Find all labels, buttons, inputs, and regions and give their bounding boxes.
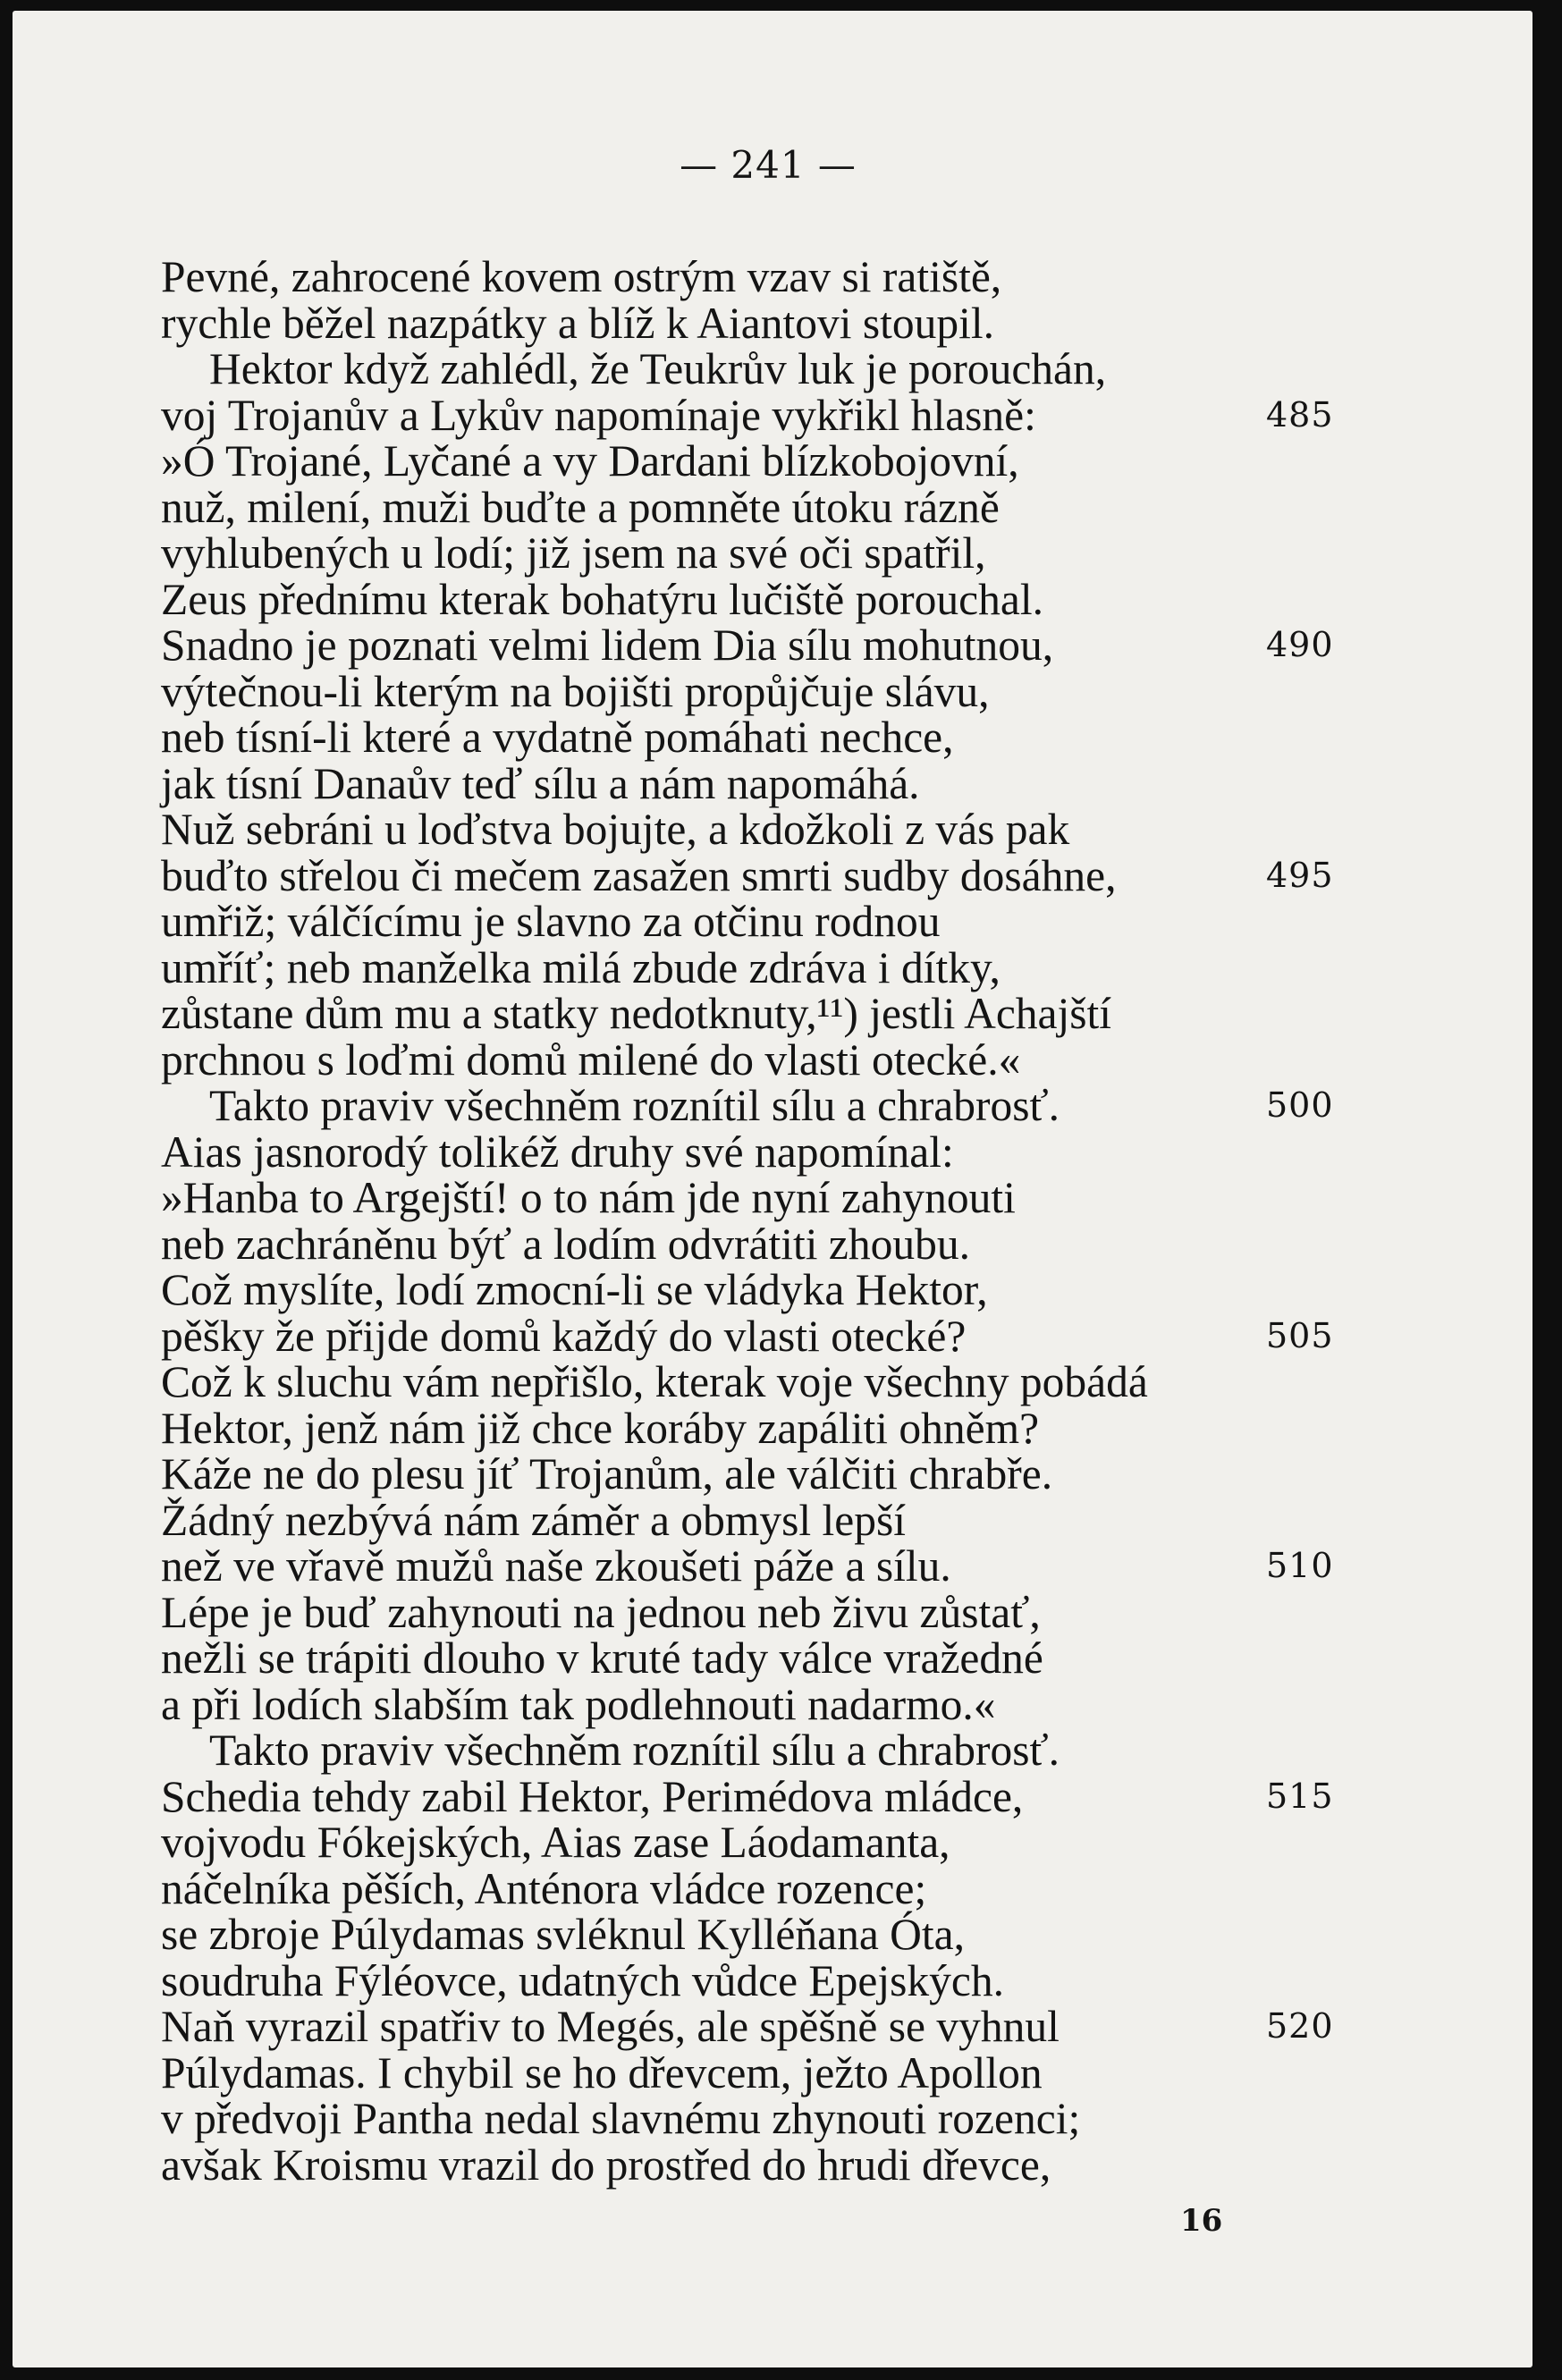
line-number: 490 — [1266, 625, 1334, 664]
line-text: Což k sluchu vám nepřišlo, kterak voje všechny pobádá — [161, 1357, 1148, 1406]
line-text: Aias jasnorodý tolikéž druhy své napomínal: — [161, 1127, 954, 1177]
verse-line — [161, 1451, 1359, 1498]
verse-line — [161, 850, 1359, 900]
line-text: voj Trojanův a Lykův napomínaje vykřikl hlasně: — [161, 390, 1036, 440]
verse-line — [161, 1587, 1359, 1637]
line-text: Schedia tehdy zabil Hektor, Perimédova mládce, — [161, 1771, 1024, 1821]
line-text: neb tísní-li které a vydatně pomáhati nechce, — [161, 713, 954, 762]
line-text: Lépe je buď zahynouti na jednou neb živu zůstať, — [161, 1587, 1041, 1637]
verse-line — [161, 254, 1359, 300]
line-text: se zbroje Púlydamas svléknul Kylléňana Óta, — [161, 1910, 966, 1959]
line-text: »Ó Trojané, Lyčané a vy Dardani blízkobojovní, — [161, 436, 1019, 485]
line-number: 510 — [1266, 1546, 1334, 1585]
verse-line — [161, 2047, 1359, 2097]
page-number-header: — 241 — — [680, 143, 857, 187]
line-text: Což myslíte, lodí zmocní-li se vládyka Hektor, — [161, 1265, 988, 1314]
line-text: Zeus přednímu kterak bohatýru lučiště porouchal. — [161, 574, 1043, 624]
verse-line — [161, 530, 1359, 577]
line-text: »Hanba to Argejští! o to nám jde nyní zahynouti — [161, 1173, 1016, 1222]
verse-line — [161, 714, 1359, 761]
line-text: avšak Kroismu vrazil do prostřed do hrudi dřevce, — [161, 2139, 1051, 2190]
line-number: 485 — [1266, 394, 1334, 435]
signature-mark: 16 — [1180, 2203, 1223, 2239]
line-text: prchnou s loďmi domů milené do vlasti otecké.« — [161, 1034, 1021, 1085]
line-text: jak tísní Danaův teď sílu a nám napomáhá. — [161, 758, 920, 808]
line-text: náčelníka pěších, Anténora vládce rozence; — [161, 1863, 927, 1913]
line-text: nežli se trápiti dlouho v kruté tady válce vražedné — [161, 1633, 1043, 1683]
line-text: Naň vyrazil spatřiv to Megés, ale spěšně se vyhnul — [161, 2002, 1060, 2051]
verse-line — [161, 806, 1359, 853]
verse-line — [161, 991, 1359, 1037]
line-text: Káže ne do plesu jíť Trojanům, ale válčiti chrabře. — [161, 1449, 1053, 1498]
verse-line — [161, 622, 1359, 669]
verse-line — [161, 1863, 1359, 1913]
verse-line — [161, 1543, 1359, 1590]
verse-line — [161, 392, 1359, 439]
verse-line — [161, 1083, 1359, 1129]
line-text: Takto praviv všechněm roznítil sílu a chrabrosť. — [209, 1726, 1060, 1775]
line-text: Hektor když zahlédl, že Teukrův luk je porouchán, — [209, 344, 1107, 393]
verse-line — [161, 1175, 1359, 1221]
verse-line — [161, 438, 1359, 485]
verse-line — [161, 1727, 1359, 1774]
line-text: umřiž; válčícímu je slavno za otčinu rodnou — [161, 897, 941, 946]
verse-line — [161, 1267, 1359, 1313]
verse-line — [161, 1495, 1359, 1545]
verse-line — [161, 1912, 1359, 1958]
line-text: rychle běžel nazpátky a blíž k Aiantovi stoupil. — [161, 298, 994, 348]
verse-line — [161, 666, 1359, 716]
line-text: buďto střelou či mečem zasažen smrti sudby dosáhne, — [161, 850, 1117, 900]
line-number: 505 — [1266, 1315, 1334, 1355]
verse-line — [161, 482, 1359, 532]
verse-line — [161, 346, 1359, 392]
line-text: Púlydamas. I chybil se ho dřevcem, ježto Apollon — [161, 2047, 1043, 2097]
verse-line — [161, 2096, 1359, 2142]
verse-line — [161, 758, 1359, 808]
verse-text — [161, 254, 1359, 2188]
line-text: Nuž sebráni u loďstva bojujte, a kdožkoli z vás pak — [161, 805, 1070, 854]
verse-line — [161, 1313, 1359, 1360]
verse-line — [161, 574, 1359, 624]
line-text: Takto praviv všechněm roznítil sílu a chrabrosť. — [209, 1081, 1060, 1130]
book-page — [13, 11, 1532, 2367]
verse-line — [161, 1034, 1359, 1085]
line-text: Hektor, jenž nám již chce koráby zapáliti ohněm? — [161, 1403, 1040, 1453]
verse-line — [161, 1679, 1359, 1729]
verse-line — [161, 1359, 1359, 1405]
line-text: pěšky že přijde domů každý do vlasti otecké? — [161, 1311, 967, 1361]
verse-line — [161, 899, 1359, 945]
verse-line — [161, 942, 1359, 992]
line-text: neb zachráněnu býť a lodím odvrátiti zhoubu. — [161, 1219, 970, 1269]
line-text: umříť; neb manželka milá zbude zdráva i dítky, — [161, 942, 1001, 992]
line-number: 520 — [1266, 2006, 1334, 2046]
verse-line — [161, 1955, 1359, 2005]
line-text: zůstane dům mu a statky nedotknuty,¹¹) jestli Achajští — [161, 989, 1112, 1038]
verse-line — [161, 1819, 1359, 1866]
line-text: v předvoji Pantha nedal slavnému zhynouti rozenci; — [161, 2094, 1081, 2143]
line-text: výtečnou-li kterým na bojišti propůjčuje slávu, — [161, 666, 990, 716]
line-text: vojvodu Fókejských, Aias zase Láodamanta, — [161, 1818, 950, 1867]
line-text: a při lodích slabším tak podlehnouti nadarmo.« — [161, 1679, 996, 1729]
line-number: 495 — [1266, 855, 1334, 895]
verse-line — [161, 1129, 1359, 1176]
verse-line — [161, 1221, 1359, 1268]
line-number: 515 — [1266, 1776, 1334, 1816]
verse-line — [161, 1405, 1359, 1452]
line-text: Snadno je poznati velmi lidem Dia sílu mohutnou, — [161, 620, 1054, 670]
line-text: Žádný nezbývá nám záměr a obmysl lepší — [161, 1495, 906, 1545]
verse-line — [161, 1771, 1359, 1821]
line-text: než ve vřavě mužů naše zkoušeti páže a sílu. — [161, 1541, 951, 1591]
line-number: 500 — [1266, 1085, 1334, 1125]
verse-line — [161, 300, 1359, 347]
line-text: Pevné, zahrocené kovem ostrým vzav si ratiště, — [161, 252, 1002, 301]
line-text: vyhlubených u lodí; již jsem na své oči spatřil, — [161, 528, 986, 578]
verse-line — [161, 1635, 1359, 1682]
verse-line — [161, 2139, 1359, 2190]
line-text: nuž, milení, muži buďte a pomněte útoku rázně — [161, 482, 1000, 532]
verse-line — [161, 2004, 1359, 2050]
line-text: soudruha Fýléovce, udatných vůdce Epejských. — [161, 1955, 1004, 2005]
